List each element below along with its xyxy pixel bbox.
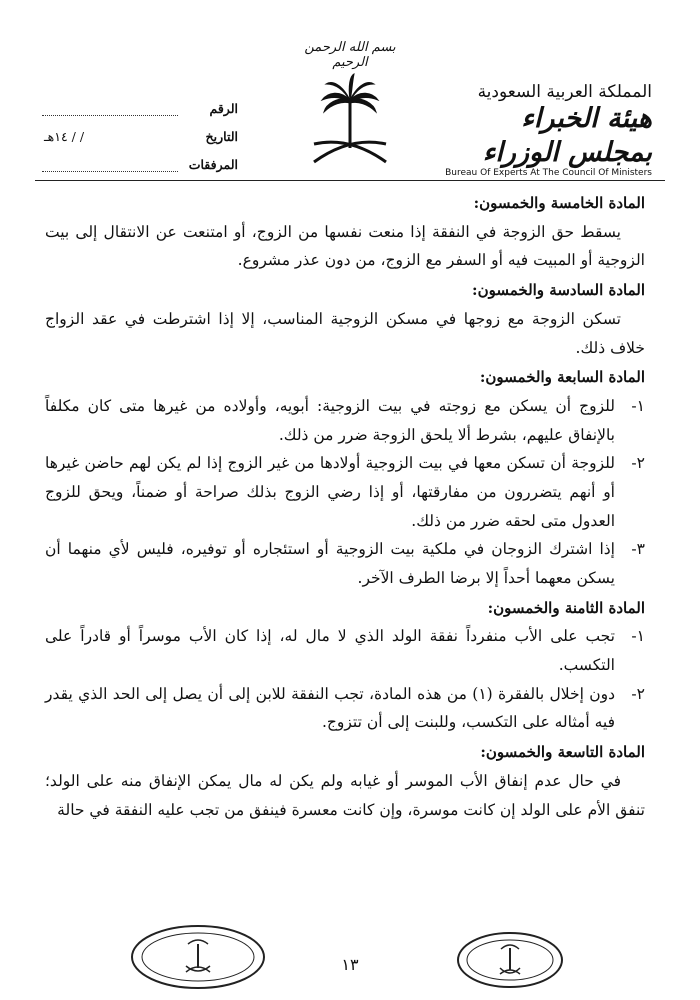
article-item	[45, 535, 645, 592]
number-row	[38, 88, 238, 116]
date-label: التاريخ	[205, 129, 238, 144]
attachments-line	[42, 157, 178, 172]
english-name: Bureau Of Experts At The Council Of Ministers	[445, 167, 652, 178]
reference-fields	[38, 88, 238, 172]
kingdom-name: المملكة العربية السعودية	[477, 82, 652, 102]
organization-name	[432, 82, 652, 178]
council-name: هيئة الخبراء بمجلس الوزراء	[482, 103, 652, 168]
article-text: تسكن الزوجة مع زوجها في مسكن الزوجية المناسب، إلا إذا اشترطت في عقد الزواج خلاف ذلك.	[45, 309, 645, 357]
number-line	[42, 101, 178, 116]
number-label: الرقم	[209, 101, 238, 116]
header-divider	[35, 180, 665, 181]
letterhead	[0, 0, 700, 185]
article-heading: المادة السابعة والخمسون:	[479, 368, 645, 387]
item-text: دون إخلال بالفقرة (١) من هذه المادة، تجب النفقة للابن إلى أن يصل إلى الحد الذي يقدر فيه أمثاله على التكسب، وللبنت إلى أن تتزوج.	[45, 684, 615, 732]
article-text: في حال عدم إنفاق الأب الموسر أو غيابه ولم يكن له مال يمكن الإنفاق منه على الولد؛ تنفق الأم على الولد إن كانت موسرة، وإن كانت معسرة فينفق من تجب عليه النفقة في حالة	[45, 771, 645, 819]
basmala: بسم الله الرحمن الرحيم	[304, 40, 396, 70]
palm-swords-emblem-icon	[300, 70, 400, 170]
item-number: ٣-	[631, 540, 645, 559]
date-value: / / ١٤هـ	[44, 129, 85, 144]
item-text: إذا اشترك الزوجان في ملكية بيت الزوجية أو استئجاره أو توفيره، فليس لأي منهما أن يسكن معهما أحداً إلا برضا الطرف الآخر.	[45, 540, 615, 587]
page-number: ١٣	[341, 955, 359, 974]
official-seal-icon	[128, 922, 268, 992]
item-text: للزوج أن يسكن مع زوجته في بيت الزوجية: أبويه، وأولاده من غيرها متى كان مكلفاً بالإنفاق عليهم، بشرط ألا يلحق الزوجة ضرر من ذلك.	[45, 396, 615, 444]
article-heading: المادة الثامنة والخمسون:	[487, 598, 645, 617]
item-text: للزوجة أن تسكن معها في بيت الزوجية أولادها من غير الزوج إذا لم يكن لهم حاضن غيرها أو أنهم يتضررون من مفارقتها، أو إذا رضي الزوج بذلك صراحة أو ضمناً، ويحق للزوج العدول متى لحقه ضرر من ذلك.	[45, 454, 615, 530]
date-row	[38, 116, 238, 144]
item-number: ٢-	[631, 684, 645, 703]
article-heading: المادة الخامسة والخمسون:	[473, 194, 645, 212]
article-item	[45, 392, 645, 449]
attachments-label: المرفقات	[188, 157, 238, 172]
article-item	[45, 622, 645, 679]
item-number: ١-	[631, 627, 645, 646]
article-heading: المادة السادسة والخمسون:	[472, 281, 645, 300]
article-item	[45, 449, 645, 535]
article-heading: المادة التاسعة والخمسون:	[480, 743, 645, 762]
official-seal-icon	[455, 930, 565, 990]
item-number: ٢-	[631, 454, 645, 473]
article-item	[45, 680, 645, 737]
document-body	[45, 188, 645, 824]
item-number: ١-	[631, 396, 645, 415]
item-text: تجب على الأب منفرداً نفقة الولد الذي لا مال له، إذا كان الأب موسراً أو قادراً على التكسب.	[45, 627, 615, 675]
article-text: يسقط حق الزوجة في النفقة إذا منعت نفسها من الزوج، أو امتنعت عن الانتقال إلى بيت الزوجية أو المبيت فيه أو السفر مع الزوج، من دون عذر مشروع.	[45, 222, 645, 270]
attachments-row	[38, 144, 238, 172]
